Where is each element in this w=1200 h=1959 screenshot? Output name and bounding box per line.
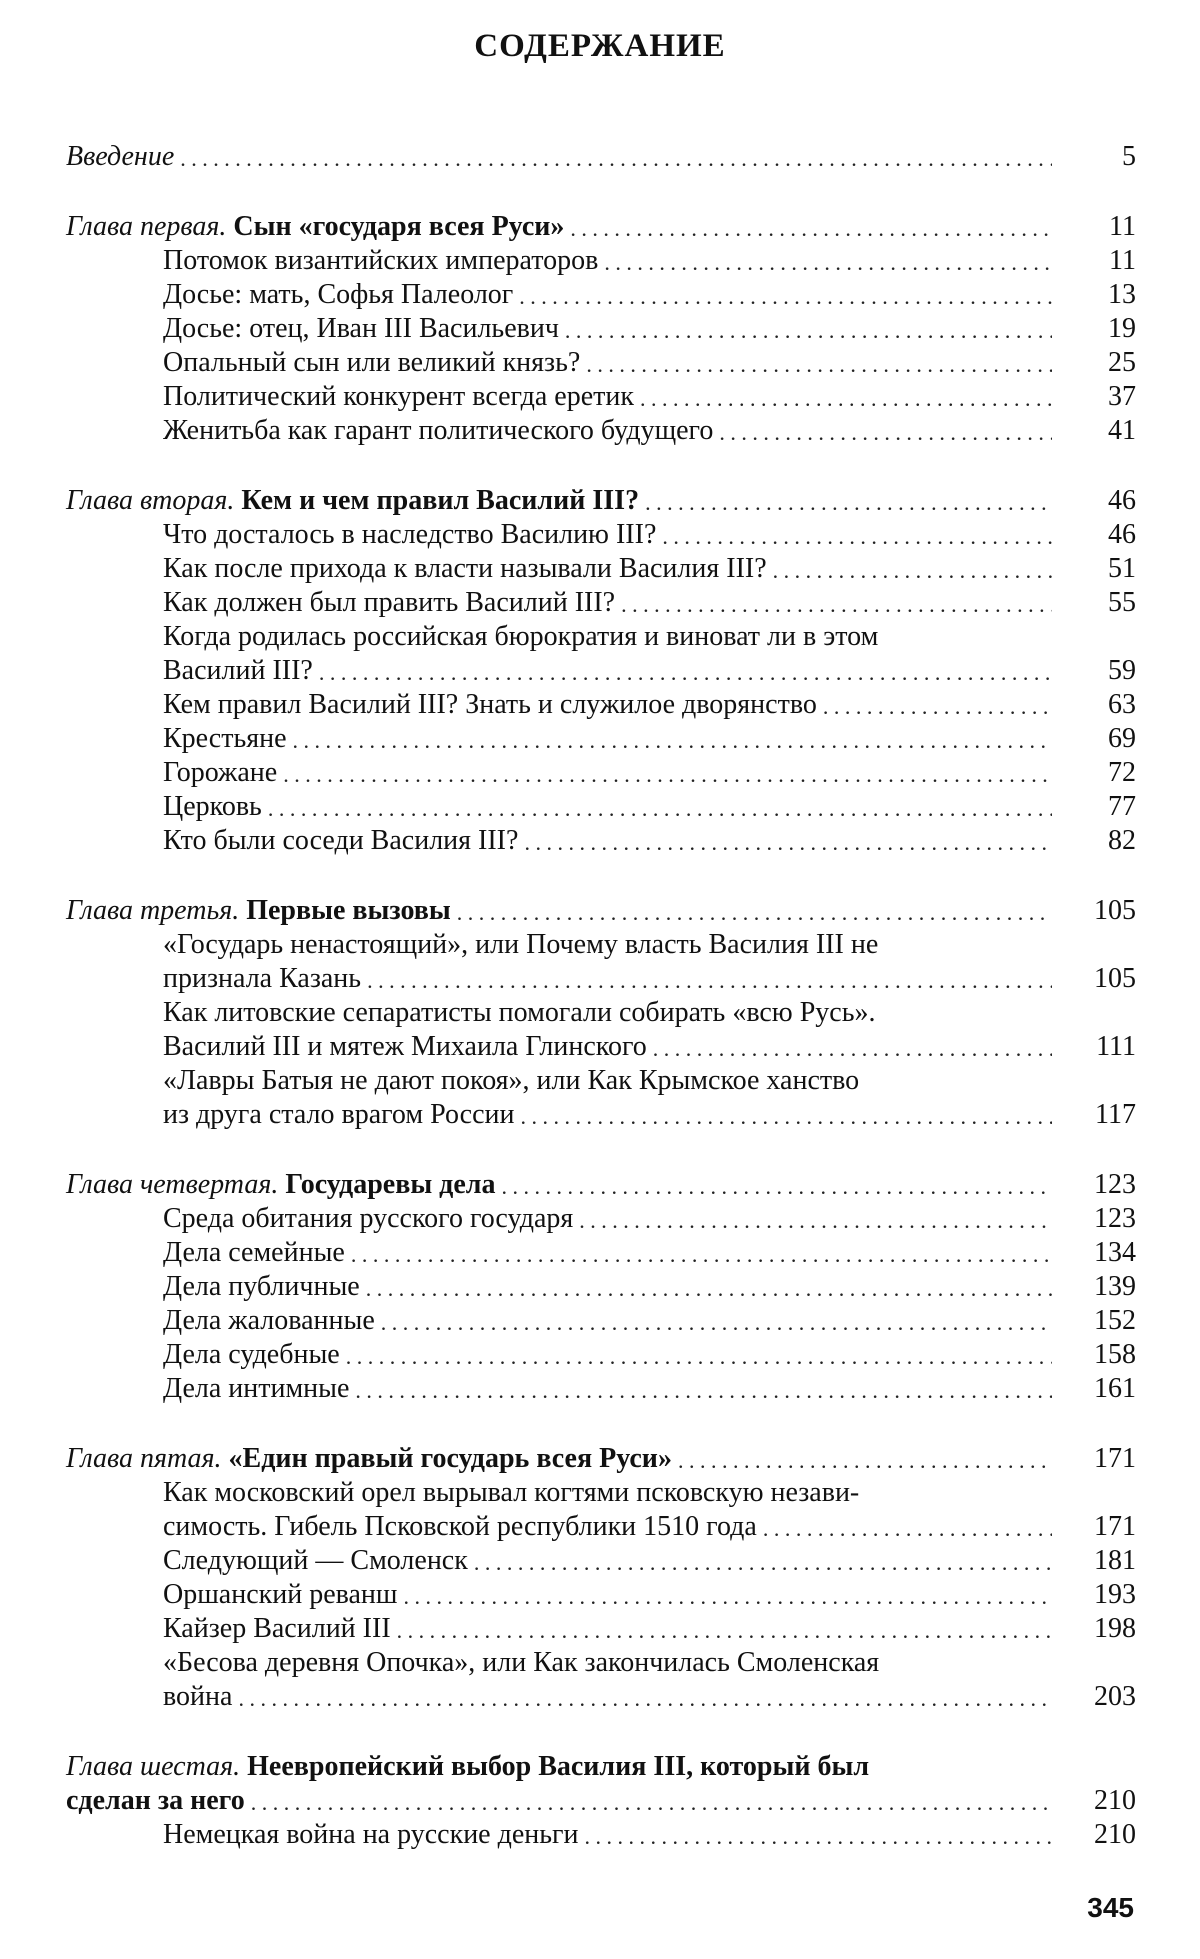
toc-page-number: 203 <box>1094 1681 1136 1712</box>
toc-page-number: 161 <box>1094 1373 1136 1404</box>
dot-leader <box>634 384 1052 414</box>
toc-entry-label: Немецкая война на русские деньги <box>163 1819 579 1850</box>
toc-page-number: 158 <box>1094 1339 1136 1370</box>
toc-entry <box>66 688 1136 722</box>
toc-chapter-section <box>66 1442 1136 1714</box>
toc-entry-label: Крестьяне <box>163 723 287 754</box>
toc-page-number: 181 <box>1094 1545 1136 1576</box>
toc-page-number: 198 <box>1094 1613 1136 1644</box>
toc-entry-label: Потомок византийских императоров <box>163 245 599 276</box>
toc-page-number: 171 <box>1094 1511 1136 1542</box>
toc-entry-label: война <box>163 1681 233 1712</box>
toc-page-number: 41 <box>1108 415 1136 446</box>
toc-entry <box>66 1818 1136 1852</box>
toc-page-number: 37 <box>1108 381 1136 412</box>
toc-entry <box>66 654 1136 688</box>
toc-chapter-section <box>66 210 1136 448</box>
toc-entry-line: «Государь ненастоящий», или Почему власть Василия III не <box>163 929 879 960</box>
toc-entry <box>66 962 1136 996</box>
toc-chapter-section <box>66 484 1136 858</box>
dot-leader <box>262 794 1052 824</box>
toc-intro-section <box>66 140 1136 174</box>
toc-page-number: 72 <box>1108 757 1136 788</box>
toc-entry <box>66 414 1136 448</box>
toc-page-number: 69 <box>1108 723 1136 754</box>
toc-entry-label: Среда обитания русского государя <box>163 1203 574 1234</box>
dot-leader <box>559 316 1052 346</box>
dot-leader <box>245 1788 1052 1818</box>
toc-entry-label: Горожане <box>163 757 278 788</box>
toc-entry <box>66 380 1136 414</box>
toc-entry <box>66 278 1136 312</box>
toc-entry <box>66 790 1136 824</box>
toc-entry-label: Кем правил Василий III? Знать и служилое дворянство <box>163 689 817 720</box>
toc-entry-line: «Лавры Батыя не дают покоя», или Как Крымское ханство <box>163 1065 860 1096</box>
dot-leader <box>375 1308 1052 1338</box>
chapter-lead: Глава шестая. <box>66 1751 241 1782</box>
dot-leader <box>349 1376 1052 1406</box>
toc-entry <box>66 1544 1136 1578</box>
toc-entry-label: Как после прихода к власти называли Василия III? <box>163 553 767 584</box>
toc-entry-label: Что досталось в наследство Василию III? <box>163 519 657 550</box>
toc-entry-label: Следующий — Смоленск <box>163 1545 468 1576</box>
toc-entry-label: Оршанский реванш <box>163 1579 398 1610</box>
dot-leader <box>277 760 1052 790</box>
toc-entry-chapter <box>66 1442 1136 1476</box>
toc-entry <box>66 1578 1136 1612</box>
dot-leader <box>515 1102 1052 1132</box>
dot-leader <box>361 966 1052 996</box>
toc-page-number: 123 <box>1094 1169 1136 1200</box>
toc-entry <box>66 1372 1136 1406</box>
toc-page-number: 13 <box>1108 279 1136 310</box>
dot-leader <box>713 418 1052 448</box>
dot-leader <box>174 144 1052 174</box>
toc-entry-intro <box>66 140 1136 174</box>
toc-entry-label: Опальный сын или великий князь? <box>163 347 581 378</box>
dot-leader <box>598 248 1052 278</box>
toc-entry-label: признала Казань <box>163 963 362 994</box>
toc-entry <box>66 756 1136 790</box>
dot-leader <box>672 1446 1052 1476</box>
toc-page-number: 46 <box>1108 485 1136 516</box>
chapter-title: Кем и чем правил Василий III? <box>241 485 640 516</box>
toc-entry-label: Дела жалованные <box>163 1305 375 1336</box>
page-number: 345 <box>1087 1892 1134 1923</box>
toc-entry-chapter <box>66 894 1136 928</box>
toc-entry-label: Дела интимные <box>163 1373 350 1404</box>
toc-entry-line: Как московский орел вырывал когтями псковскую незави- <box>163 1477 860 1508</box>
toc-entry-label: Церковь <box>163 791 262 822</box>
toc-entry-line: Когда родилась российская бюрократия и виноват ли в этом <box>163 621 879 652</box>
toc-page-number: 152 <box>1094 1305 1136 1336</box>
chapter-lead: Глава вторая. <box>66 485 235 516</box>
toc-page-number: 63 <box>1108 689 1136 720</box>
toc-page-number: 117 <box>1095 1099 1136 1130</box>
toc-chapter-heading-line <box>66 1750 1136 1784</box>
dot-leader <box>647 1034 1052 1064</box>
dot-leader <box>391 1616 1052 1646</box>
toc-entry <box>66 1236 1136 1270</box>
dot-leader <box>564 214 1052 244</box>
toc-entry-label: Дела судебные <box>163 1339 340 1370</box>
dot-leader <box>757 1514 1052 1544</box>
chapter-lead: Глава четвертая. <box>66 1169 279 1200</box>
toc-page-number: 105 <box>1094 963 1136 994</box>
toc-entry <box>66 824 1136 858</box>
toc-entry-label: Василий III? <box>163 655 313 686</box>
toc-page-number: 210 <box>1094 1819 1136 1850</box>
dot-leader <box>496 1172 1053 1202</box>
toc-entry <box>66 552 1136 586</box>
toc-page-number: 134 <box>1094 1237 1136 1268</box>
dot-leader <box>580 350 1052 380</box>
toc-entry <box>66 518 1136 552</box>
toc-page-number: 77 <box>1108 791 1136 822</box>
toc-page-number: 193 <box>1094 1579 1136 1610</box>
toc-entry-line: Как литовские сепаратисты помогали собирать «всю Русь». <box>163 997 876 1028</box>
toc-entry-chapter <box>66 210 1136 244</box>
chapter-title: Первые вызовы <box>246 895 451 926</box>
page-title: СОДЕРЖАНИЕ <box>474 28 726 64</box>
toc-entry-chapter <box>66 1168 1136 1202</box>
dot-leader <box>340 1342 1052 1372</box>
toc-entry <box>66 1612 1136 1646</box>
toc-chapter-section <box>66 1168 1136 1406</box>
toc-page-number: 111 <box>1096 1031 1136 1062</box>
toc-page-number: 11 <box>1109 245 1136 276</box>
dot-leader <box>360 1274 1052 1304</box>
dot-leader <box>397 1582 1052 1612</box>
chapter-title: сделан за него <box>66 1785 245 1816</box>
toc-entry-label: из друга стало врагом России <box>163 1099 515 1130</box>
toc-entry <box>66 586 1136 620</box>
toc-entry-chapter <box>66 484 1136 518</box>
toc-entry <box>66 1030 1136 1064</box>
toc-entry-label: Кто были соседи Василия III? <box>163 825 519 856</box>
toc-page-number: 82 <box>1108 825 1136 856</box>
toc-entry <box>66 1510 1136 1544</box>
chapter-title: Неевропейский выбор Василия III, который был <box>247 1751 870 1782</box>
toc-page-number: 171 <box>1094 1443 1136 1474</box>
chapter-title: «Един правый государь всея Руси» <box>228 1443 672 1474</box>
dot-leader <box>232 1684 1052 1714</box>
toc-page-number: 51 <box>1108 553 1136 584</box>
toc-entry-label: Дела семейные <box>163 1237 345 1268</box>
toc-entry-label: Как должен был править Василий III? <box>163 587 616 618</box>
toc-page-number: 19 <box>1108 313 1136 344</box>
toc-entry-label: Дела публичные <box>163 1271 360 1302</box>
dot-leader <box>287 726 1052 756</box>
toc-entry <box>66 722 1136 756</box>
toc-entry <box>66 1304 1136 1338</box>
toc-page-number: 105 <box>1094 895 1136 926</box>
dot-leader <box>451 898 1052 928</box>
toc-entry-label: Кайзер Василий III <box>163 1613 391 1644</box>
dot-leader <box>345 1240 1052 1270</box>
toc-entry-label: Досье: отец, Иван III Васильевич <box>163 313 559 344</box>
dot-leader <box>639 488 1052 518</box>
toc-page-number: 11 <box>1109 211 1136 242</box>
dot-leader <box>656 522 1052 552</box>
dot-leader <box>513 282 1052 312</box>
toc-entry <box>66 1202 1136 1236</box>
toc-entry-label: симость. Гибель Псковской республики 1510 года <box>163 1511 757 1542</box>
toc-entry-label: Василий III и мятеж Михаила Глинского <box>163 1031 647 1062</box>
toc-entry-label: Политический конкурент всегда еретик <box>163 381 634 412</box>
toc-entry-chapter <box>66 1784 1136 1818</box>
toc-page-number: 139 <box>1094 1271 1136 1302</box>
chapter-lead: Глава пятая. <box>66 1443 222 1474</box>
chapter-title: Государевы дела <box>285 1169 496 1200</box>
toc-page-number: 5 <box>1122 141 1136 172</box>
toc-page-number: 123 <box>1094 1203 1136 1234</box>
toc-chapter-section <box>66 894 1136 1132</box>
chapter-lead: Глава третья. <box>66 895 240 926</box>
toc-entry-line: «Бесова деревня Опочка», или Как закончилась Смоленская <box>163 1647 880 1678</box>
toc-chapter-section <box>66 1750 1136 1852</box>
chapter-title: Сын «государя всея Руси» <box>233 211 565 242</box>
table-of-contents <box>66 140 1136 1888</box>
dot-leader <box>817 692 1052 722</box>
chapter-lead: Глава первая. <box>66 211 227 242</box>
toc-page-number: 46 <box>1108 519 1136 550</box>
toc-entry <box>66 1680 1136 1714</box>
toc-entry <box>66 1338 1136 1372</box>
toc-page-number: 59 <box>1108 655 1136 686</box>
dot-leader <box>767 556 1052 586</box>
toc-page-number: 25 <box>1108 347 1136 378</box>
toc-entry-label: Досье: мать, Софья Палеолог <box>163 279 514 310</box>
dot-leader <box>579 1822 1052 1852</box>
toc-page-number: 55 <box>1108 587 1136 618</box>
toc-entry-label: Введение <box>66 141 175 172</box>
dot-leader <box>518 828 1052 858</box>
toc-entry <box>66 346 1136 380</box>
toc-entry-label: Женитьба как гарант политического будущего <box>163 415 714 446</box>
dot-leader <box>468 1548 1052 1578</box>
dot-leader <box>615 590 1052 620</box>
toc-entry <box>66 312 1136 346</box>
toc-entry <box>66 1270 1136 1304</box>
toc-entry <box>66 244 1136 278</box>
toc-page-number: 210 <box>1094 1785 1136 1816</box>
toc-entry <box>66 1098 1136 1132</box>
dot-leader <box>313 658 1052 688</box>
dot-leader <box>573 1206 1052 1236</box>
